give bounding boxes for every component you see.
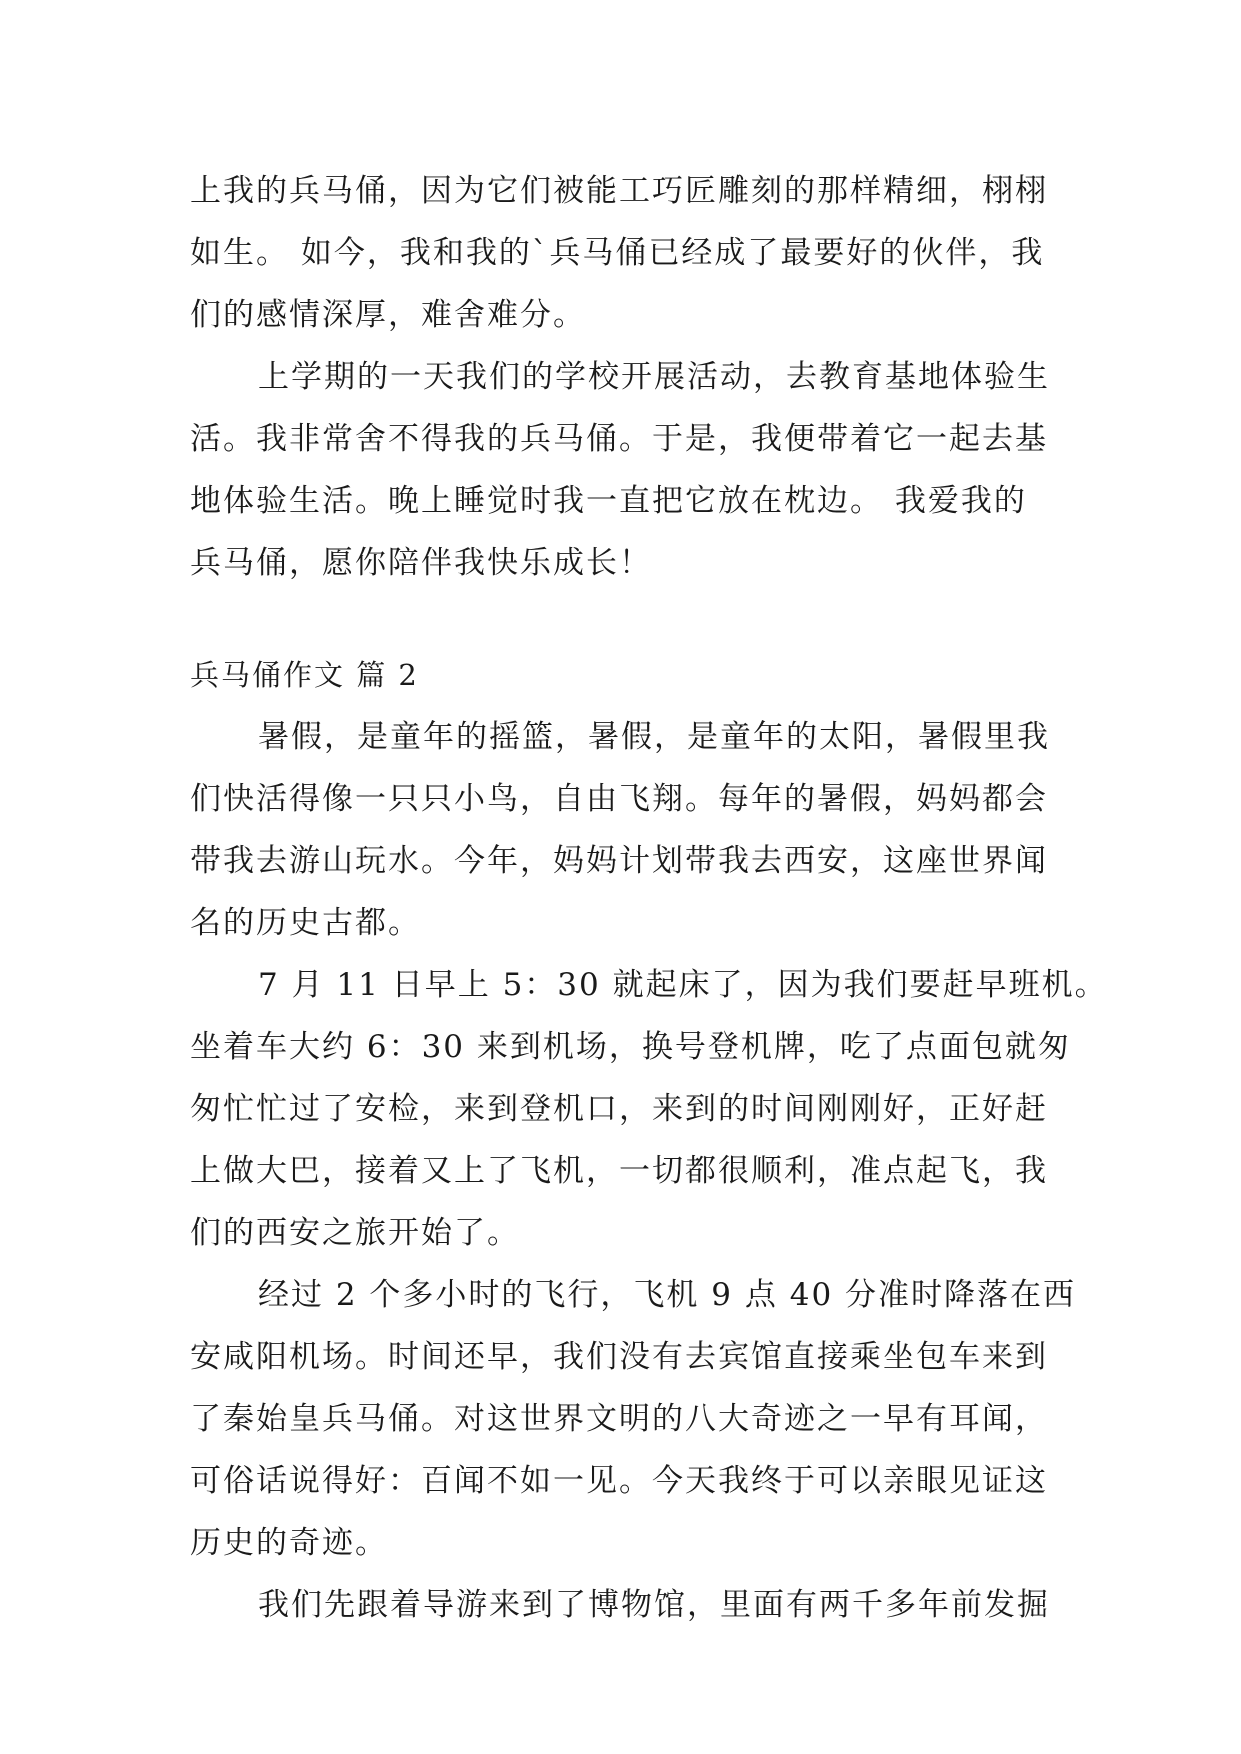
text-line: 经过 2 个多小时的飞行，飞机 9 点 40 分准时降落在西 [258,1277,1077,1313]
text-line: 地体验生活。晚上睡觉时我一直把它放在枕边。 我爱我的 [190,483,1027,519]
text-line: 上做大巴，接着又上了飞机，一切都很顺利，准点起飞，我 [190,1153,1048,1189]
text-line: 我们先跟着导游来到了博物馆，里面有两千多年前发掘 [258,1587,1050,1623]
paragraph-1 [190,160,1060,346]
text-line: 们的西安之旅开始了。 [190,1215,520,1251]
text-line: 安咸阳机场。时间还早，我们没有去宾馆直接乘坐包车来到 [190,1339,1048,1375]
text-line: 了秦始皇兵马俑。对这世界文明的八大奇迹之一早有耳闻， [190,1401,1048,1437]
text-line: 上我的兵马俑，因为它们被能工巧匠雕刻的那样精细，栩栩 [190,173,1048,209]
text-line: 们的感情深厚，难舍难分。 [190,297,586,333]
text-line: 坐着车大约 6：30 来到机场，换号登机牌，吃了点面包就匆 [190,1029,1071,1065]
text-line: 7 月 11 日早上 5：30 就起床了，因为我们要赶早班机。 [258,967,1108,1003]
text-line: 匆忙忙过了安检，来到登机口，来到的时间刚刚好，正好赶 [190,1091,1048,1127]
paragraph-4 [190,954,1108,1264]
paragraph-3 [190,706,1060,954]
text-line: 名的历史古都。 [190,905,421,941]
text-line: 活。我非常舍不得我的兵马俑。于是，我便带着它一起去基 [190,421,1048,457]
paragraph-5 [190,1264,1077,1574]
text-line: 们快活得像一只只小鸟，自由飞翔。每年的暑假，妈妈都会 [190,781,1048,817]
paragraph-6 [190,1574,1060,1636]
paragraph-2 [190,346,1060,594]
text-line: 暑假，是童年的摇篮，暑假，是童年的太阳，暑假里我 [258,719,1050,755]
text-line: 兵马俑，愿你陪伴我快乐成长！ [190,545,652,581]
text-line: 带我去游山玩水。今年，妈妈计划带我去西安，这座世界闻 [190,843,1048,879]
text-line: 如生。 如今，我和我的`兵马俑已经成了最要好的伙伴，我 [190,235,1045,271]
section-heading: 兵马俑作文 篇 2 [190,658,419,692]
text-line: 历史的奇迹。 [190,1525,388,1561]
text-line: 上学期的一天我们的学校开展活动，去教育基地体验生 [258,359,1050,395]
section-gap [190,594,1060,644]
text-line: 可俗话说得好：百闻不如一见。今天我终于可以亲眼见证这 [190,1463,1048,1499]
document-body [190,160,1108,1636]
